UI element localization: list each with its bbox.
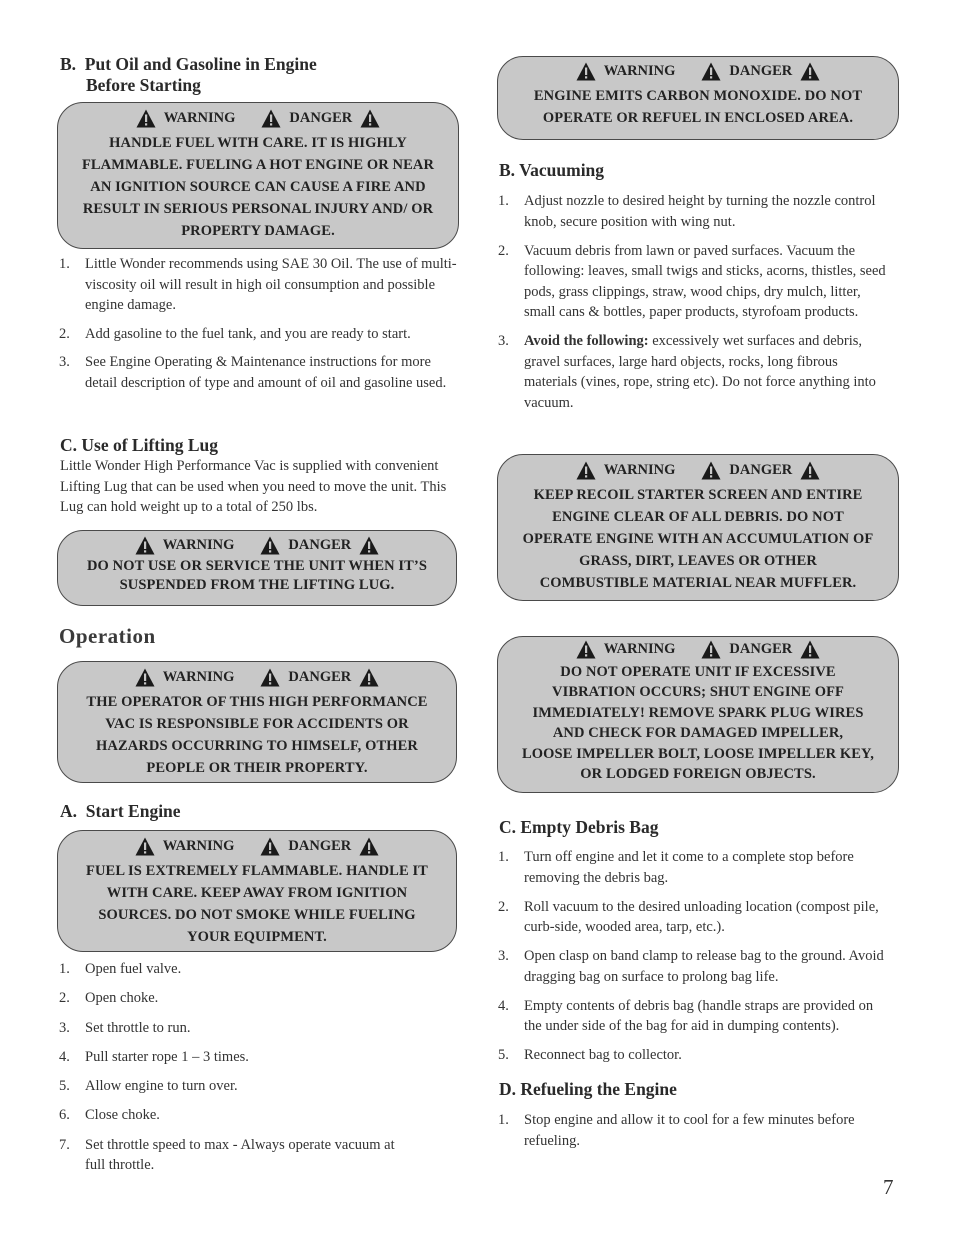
list-item: 2. Vacuum debris from lawn or paved surfaces. Vacuum the following: leaves, small twigs and sticks, acorns, thistles, seed pods, grass clippings, straw, wood chips, dry mulch, litter, small cans & bottles, paper products, styrofoam products. xyxy=(498,242,886,320)
warning-message: FUEL IS EXTREMELY FLAMMABLE. HANDLE IT WITH CARE. KEEP AWAY FROM IGNITION SOURCES. DO NOT SMOKE WHILE FUELING YOUR EQUIPMENT. xyxy=(86,863,428,945)
list-item: 1. Adjust nozzle to desired height by turning the nozzle control knob, secure position with wing nut. xyxy=(498,193,876,230)
warning-header xyxy=(498,60,898,82)
list-item: 4. Pull starter rope 1 – 3 times. xyxy=(59,1048,249,1065)
warning-label: WARNING xyxy=(162,668,235,685)
warning-message: HANDLE FUEL WITH CARE. IT IS HIGHLY FLAMMABLE. FUELING A HOT ENGINE OR NEAR AN IGNITION SOURCE CAN CAUSE A FIRE AND RESULT IN SERIOUS PERSONAL INJURY AND/ OR PROPERTY DAMAGE. xyxy=(81,135,435,239)
warning-label: WARNING xyxy=(603,640,676,657)
section-b-title-line1: B. Put Oil and Gasoline in Engine xyxy=(60,54,317,74)
list-item: 3. See Engine Operating & Maintenance instructions for more detail description of type and amount of oil and gasoline used. xyxy=(59,354,447,391)
warning-message: KEEP RECOIL STARTER SCREEN AND ENTIRE ENGINE CLEAR OF ALL DEBRIS. DO NOT OPERATE ENGINE WITH AN ACCUMULATION OF GRASS, DIRT, LEAVES OR OTHER COMBUSTIBLE MATERIAL NEAR MUFFLER. xyxy=(522,487,874,591)
warning-triangle-icon xyxy=(261,109,281,128)
section-b-vacuuming-title: B. Vacuuming xyxy=(499,160,605,180)
warning-triangle-icon xyxy=(800,62,820,81)
section-c-title: C. Use of Lifting Lug xyxy=(60,435,218,455)
list-item: 5. Reconnect bag to collector. xyxy=(498,1047,682,1063)
warning-triangle-icon xyxy=(135,837,155,856)
list-item: 1. Turn off engine and let it come to a complete stop before removing the debris bag. xyxy=(498,849,854,886)
warning-box-vibration xyxy=(497,636,899,793)
warning-triangle-icon xyxy=(260,536,280,555)
warning-header xyxy=(58,666,456,688)
warning-triangle-icon xyxy=(260,837,280,856)
warning-message: DO NOT USE OR SERVICE THE UNIT WHEN IT’S SUSPENDED FROM THE LIFTING LUG. xyxy=(86,558,428,593)
list-item: 1. Stop engine and allow it to cool for a few minutes before refueling. xyxy=(498,1112,855,1149)
warning-label: WARNING xyxy=(603,62,676,79)
warning-triangle-icon xyxy=(359,536,379,555)
warning-triangle-icon xyxy=(701,62,721,81)
warning-triangle-icon xyxy=(701,461,721,480)
list-item: 4. Empty contents of debris bag (handle straps are provided on the under side of the bag for aid in dumping contents). xyxy=(498,997,874,1034)
warning-label: WARNING xyxy=(163,109,236,126)
list-item: 6. Close choke. xyxy=(59,1107,160,1124)
vacuuming-list xyxy=(497,191,893,413)
list-item: 1. Little Wonder recommends using SAE 30 Oil. The use of multi-viscosity oil will result in high oil consumption and possible engine damage. xyxy=(59,256,457,313)
list-item: 3. Set throttle to run. xyxy=(59,1019,191,1036)
warning-triangle-icon xyxy=(260,668,280,687)
danger-label: DANGER xyxy=(289,109,353,126)
list-item: 3. Open clasp on band clamp to release bag to the ground. Avoid dragging bag on surface to prolong bag life. xyxy=(498,948,884,985)
warning-box-lifting-lug xyxy=(57,530,457,606)
warning-label: WARNING xyxy=(603,461,676,478)
list-item: 2. Add gasoline to the fuel tank, and you are ready to start. xyxy=(59,325,411,342)
warning-box-start-engine xyxy=(57,830,457,952)
warning-triangle-icon xyxy=(136,109,156,128)
empty-bag-list xyxy=(497,847,893,1066)
list-item: 2. Open choke. xyxy=(59,990,159,1007)
list-item: 1. Open fuel valve. xyxy=(59,961,182,977)
danger-label: DANGER xyxy=(729,640,793,657)
list-item: 5. Allow engine to turn over. xyxy=(59,1078,238,1095)
warning-box-recoil-starter xyxy=(497,454,899,601)
warning-triangle-icon xyxy=(135,668,155,687)
warning-box-operator xyxy=(57,661,457,783)
warning-header xyxy=(58,107,458,129)
refuel-list xyxy=(497,1110,893,1151)
warning-box-fuel xyxy=(57,102,459,249)
warning-triangle-icon xyxy=(135,536,155,555)
section-a-title: A. Start Engine xyxy=(60,801,181,821)
warning-header xyxy=(498,459,898,481)
warning-triangle-icon xyxy=(359,837,379,856)
avoid-label: Avoid the following: xyxy=(524,333,649,349)
warning-triangle-icon xyxy=(800,461,820,480)
section-b-heading xyxy=(60,54,317,96)
warning-label: WARNING xyxy=(162,536,235,553)
oil-gas-list xyxy=(58,254,458,393)
warning-triangle-icon xyxy=(576,640,596,659)
warning-header xyxy=(58,534,456,556)
page-number: 7 xyxy=(883,1175,894,1199)
warning-label: WARNING xyxy=(162,837,235,854)
warning-message: ENGINE EMITS CARBON MONOXIDE. DO NOT OPERATE OR REFUEL IN ENCLOSED AREA. xyxy=(533,88,863,126)
operation-heading: Operation xyxy=(59,624,156,648)
section-b-title-line2: Before Starting xyxy=(86,75,201,95)
warning-triangle-icon xyxy=(701,640,721,659)
warning-triangle-icon xyxy=(360,109,380,128)
warning-triangle-icon xyxy=(576,461,596,480)
warning-message: THE OPERATOR OF THIS HIGH PERFORMANCE VAC IS RESPONSIBLE FOR ACCIDENTS OR HAZARDS OCCURRING TO HIMSELF, OTHER PEOPLE OR THEIR PROPERTY. xyxy=(86,694,428,776)
danger-label: DANGER xyxy=(288,837,352,854)
warning-triangle-icon xyxy=(800,640,820,659)
danger-label: DANGER xyxy=(729,461,793,478)
list-item: 2. Roll vacuum to the desired unloading location (compost pile, curb-side, wooded area, tarp, etc.). xyxy=(498,898,879,935)
section-d-refuel-title: D. Refueling the Engine xyxy=(499,1079,677,1099)
list-item: 7. Set throttle speed to max - Always operate vacuum at full throttle. xyxy=(59,1136,395,1174)
warning-header xyxy=(498,638,898,660)
warning-message: DO NOT OPERATE UNIT IF EXCESSIVE VIBRATION OCCURS; SHUT ENGINE OFF IMMEDIATELY! REMOVE SPARK PLUG WIRES AND CHECK FOR DAMAGED IMPELLER, LOOSE IMPELLER BOLT, LOOSE IMPELLER KEY, OR LODGED FOREIGN OBJECTS. xyxy=(522,664,874,783)
danger-label: DANGER xyxy=(288,536,352,553)
danger-label: DANGER xyxy=(288,668,352,685)
danger-label: DANGER xyxy=(729,62,793,79)
list-item: 3. Avoid the following: excessively wet surfaces and debris, gravel surfaces, large hard objects, rocks, long fibrous materials (vines, rope, string etc). Do not force anything into vacuum. xyxy=(498,333,876,411)
lifting-lug-text: Little Wonder High Performance Vac is supplied with convenient Lifting Lug that can be used when you need to move the unit. This Lug can hold weight up to a total of 250 lbs. xyxy=(60,458,447,515)
warning-triangle-icon xyxy=(576,62,596,81)
warning-triangle-icon xyxy=(359,668,379,687)
warning-header xyxy=(58,835,456,857)
warning-box-carbon-monoxide xyxy=(497,56,899,140)
section-c-empty-bag-title: C. Empty Debris Bag xyxy=(499,817,659,837)
start-engine-list xyxy=(58,959,418,1176)
